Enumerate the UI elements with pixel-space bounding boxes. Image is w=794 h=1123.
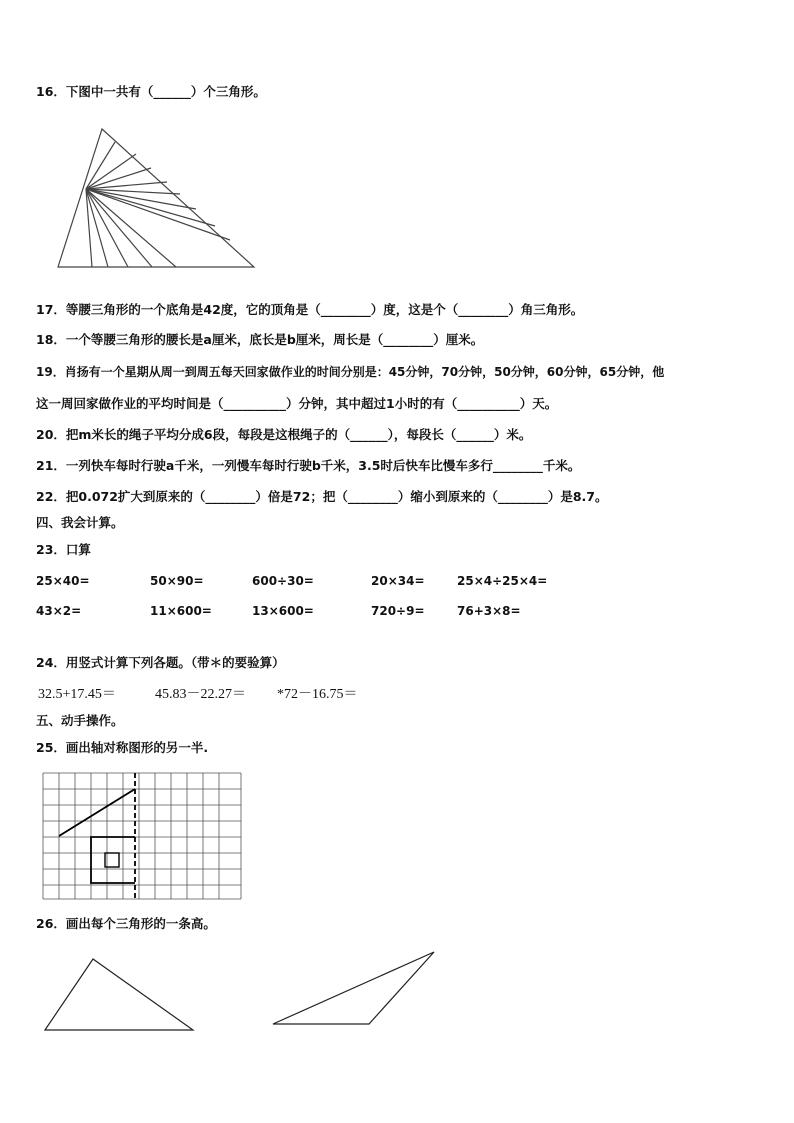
question-19-line-1: 19．肖扬有一个星期从周一到周五每天回家做作业的时间分别是：45分钟，70分钟，50分钟，60分钟，65分钟，他 [36,365,665,379]
vertical-calc: *72－16.75＝ [277,687,358,702]
question-23: 23．口算 [36,542,91,557]
oral-item: 720÷9= [371,604,425,618]
question-19-line-2: 这一周回家做作业的平均时间是（__________）分钟，其中超过1小时的有（__________）天。 [36,396,558,411]
question-22: 22．把0.072扩大到原来的（________）倍是72；把（________）缩小到原来的（________）是8.7。 [36,489,608,504]
question-17: 17．等腰三角形的一个底角是42度，它的顶角是（________）度，这是个（________）角三角形。 [36,302,584,317]
section-5-heading: 五、动手操作。 [36,713,124,728]
question-20: 20．把m米长的绳子平均分成6段，每段是这根绳子的（______），每段长（______）米。 [36,427,532,442]
oral-item: 20×34= [371,574,425,588]
oral-item: 50×90= [150,574,204,588]
oral-item: 43×2= [36,604,82,618]
vertical-calc: 45.83－22.27＝ [155,687,246,702]
oral-item: 25×40= [36,574,90,588]
question-24: 24．用竖式计算下列各题。（带＊的要验算） [36,655,285,670]
section-4-heading: 四、我会计算。 [36,515,124,530]
oral-item: 11×600= [150,604,212,618]
oral-item: 13×600= [252,604,314,618]
symmetry-grid-figure [40,770,246,902]
question-26: 26．画出每个三角形的一条高。 [36,916,216,931]
oral-item: 76+3×8= [457,604,521,618]
triangle-1-figure [40,952,200,1036]
vertical-calc: 32.5+17.45＝ [38,687,116,702]
question-25: 25．画出轴对称图形的另一半. [36,740,209,755]
fan-triangle-figure [50,125,260,273]
oral-item: 25×4÷25×4= [457,574,548,588]
question-18: 18．一个等腰三角形的腰长是a厘米，底长是b厘米，周长是（________）厘米。 [36,332,484,347]
oral-item: 600÷30= [252,574,314,588]
triangle-2-figure [268,946,440,1030]
question-21: 21．一列快车每时行驶a千米，一列慢车每时行驶b千米，3.5时后快车比慢车多行________千米。 [36,458,581,473]
question-16: 16．下图中一共有（______）个三角形。 [36,84,266,99]
